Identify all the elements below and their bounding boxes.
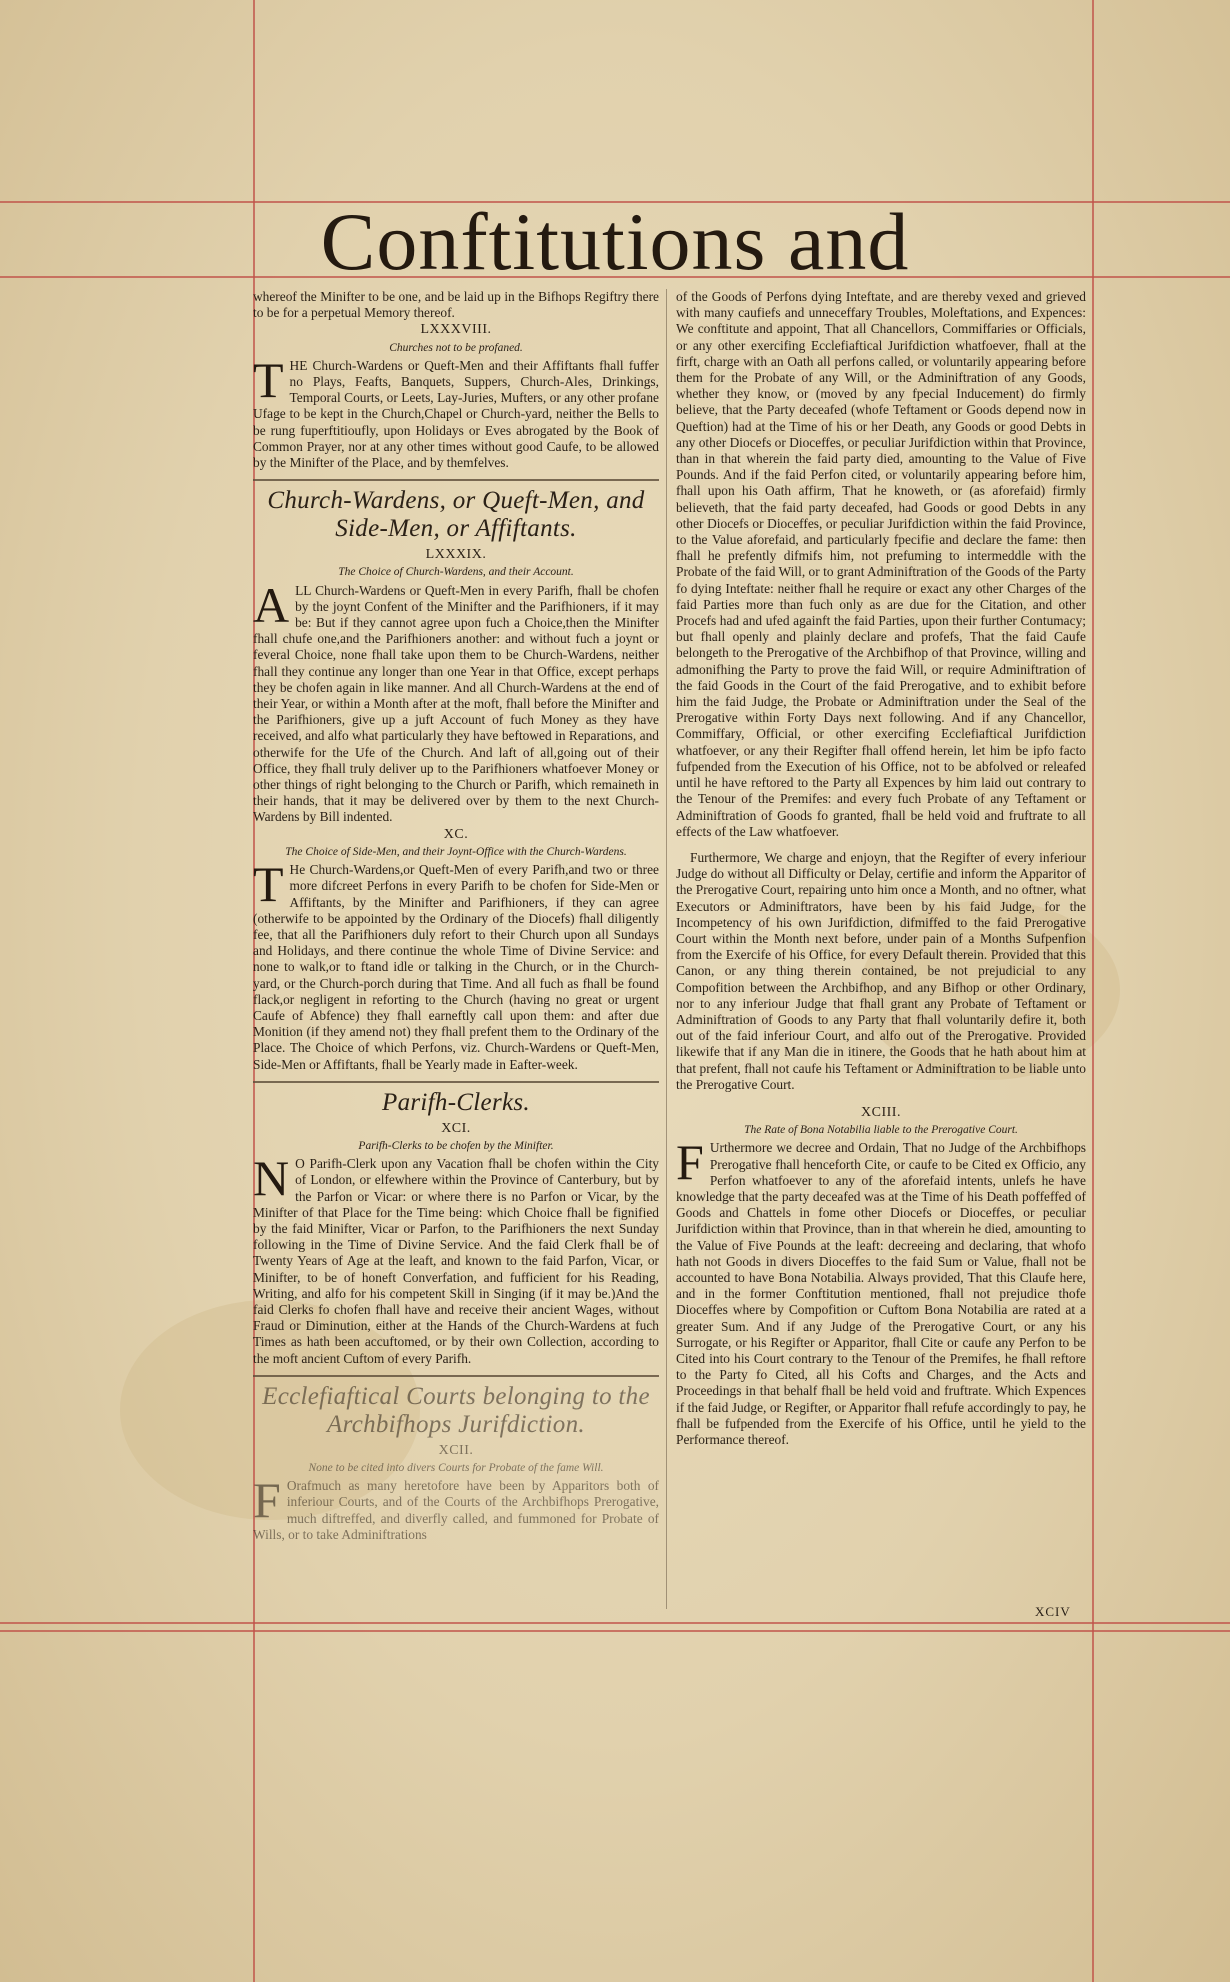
rule-bottom-2 xyxy=(0,1630,1230,1632)
canon-93-body xyxy=(676,1134,1086,1448)
canon-92-text: Orafmuch as many heretofore have been by Apparitors both of inferiour Courts, and of the Courts of the Archbifhops Prerogative, much diftreffed, and diverfly called, and fummoned for Probate of Wills, or to take Adminiftrations xyxy=(253,1478,659,1542)
canon-89-marginal: The Choice of Church-Wardens, and their Account. xyxy=(338,566,574,579)
catchword: XCIV xyxy=(1035,1604,1071,1619)
right-paragraph-1: of the Goods of Perfons dying Inteftate, and are thereby vexed and grieved with many caufiefs and unneceffary Troubles, Moleftations, and Expences: We conftitute and appoint, That all Chancellors, Commiffaries or Officials, or any other exercifing Ecclefiaftical Jurifdiction whatfoever, fhall at the firft, charge with an Oath all perfons called, or voluntarily appearing before them for the Probate of any Will, or the Adminiftration of any Goods, whether they know, or (moved by any fpecial Inducement) do firmly believe, that the Party deceafed (whofe Teftament or Goods depend now in Queftion) had at the Time of his or her Death, any Goods or good Debts in any other Diocefs or Dioceffes, or peculiar Jurifdiction within that Province, than in that wherein the faid party died, amounting to the Value of Five Pounds. And if the faid Perfon cited, or voluntarily appearing before him, fhall upon his Oath affirm, That he knoweth, or (as aforefaid) firmly believeth, that the faid party deceafed, had Goods or good Debts in any other Diocefs or Dioceffes, or peculiar Jurifdiction within the faid Province, to the Value aforefaid, and particularly fpecifie and declare the fame: then fhall he prefently difmifs him, not prefuming to intermeddle with the Probate of the faid Will, or to grant Adminiftration of the Goods of the Party fo dying Inteftate: neither fhall he require or exact any other Charges of the faid Parties more than fuch only as are due for the Citation, and other Procefs had and ufed againft the faid Parties, upon their further Contumacy; but fhall openly and plainly declare and profefs, That the faid Caufe belongeth to the Prerogative of the Archbifhop of that Province, willing and admonifhing the Party to prove the faid Will, or require Adminiftration of the faid Goods in the Court of the faid Prerogative, and to exhibit before him the faid Judge, the Probate or Adminiftration under the Seal of the Prerogative within Forty Days next following. And if any Chancellor, Commiffary, Official, or other exercifing Ecclefiaftical Jurifdiction whatfoever, or any their Regifter fhall offend herein, let him be ipfo facto fufpended from the Execution of his Office, not to be abfolved or releafed until he have reftored to the Party all Expences by him laid out contrary to the Tenour of the Premifes: and every fuch Probate of any Teftament or Adminiftration of Goods fo granted, fhall be held void and fruftrate to all effects of the Law whatfoever. xyxy=(676,289,1086,839)
canon-93-number: XCIII. xyxy=(861,1104,901,1120)
canon-88-marginal: Churches not to be profaned. xyxy=(389,341,523,354)
dropcap: N xyxy=(253,1150,290,1207)
canon-89-text: LL Church-Wardens or Queft-Men in every Parifh, fhall be chofen by the joynt Confent of the Minifter and the Parifhioners, if it may be: But if they cannot agree upon fuch a Choice,then the Minifter fhall chufe one,and the Parifhioners another: and without fuch a joynt or feveral Choice, none fhall take upon them to be Church-Wardens, neither fhall they continue any longer than one Year in that Office, except perhaps they be chofen again in like manner. And all Church-Wardens at the end of their Year, or within a Month after at the moft, fhall before the Minifter and the Parifhioners, give up a juft Account of fuch Money as they have received, and alfo what particularly they have beftowed in Reparations, and otherwife for the Ufe of the Church. And laft of all,going out of their Office, they fhall truly deliver up to the Parifhioners whatfoever Money or other things of right belonging to the Church or Parifh, which remaineth in their hands, that it may be delivered over by them to the next Church-Wardens by Bill indented. xyxy=(253,582,659,825)
canon-93-text: Urthermore we decree and Ordain, That no Judge of the Archbifhops Prerogative fhall henceforth Cite, or caufe to be Cited ex Officio, any Perfon whatfoever to any of the aforefaid intents, unlefs he have knowledge that the party deceafed was at the Time of his Death poffeffed of Goods and Chattels in fome other Diocefs or Dioceffes, or peculiar Jurifdiction within that Province, than in that wherein he died, amounting to the Value of Five Pounds at the leaft: decreeing and declaring, that whofo hath not Goods in divers Dioceffes to the faid Sum or Value, fhall not be accounted to have Bona Notabilia. Always provided, That this Claufe here, and in the former Conftitution mentioned, fhall not prejudice thofe Dioceffes where by Compofition or Cuftom Bona Notabilia are rated at a greater Sum. And if any Judge of the Prerogative Court, or any his Surrogate, or his Regifter or Apparitor, fhall Cite or caufe any Perfon to be Cited into his Court contrary to the Tenour of the Premifes, he fhall reftore to the Party fo Cited, all his Cofts and Charges, and the Acts and Proceedings in that behalf fhall be held void and fruftrate. Which Expences if the faid Judge, or Regifter, or Apparitor fhall refufe accordingly to pay, he fhall be fufpended from the Exercife of his Office, until he yield to the Performance thereof. xyxy=(676,1140,1086,1448)
canon-93-marginal: The Rate of Bona Notabilia liable to the Prerogative Court. xyxy=(744,1124,1018,1137)
canon-88-text: HE Church-Wardens or Queft-Men and their Affiftants fhall fuffer no Plays, Feafts, Banquets, Suppers, Church-Ales, Drinkings, Temporal Courts, or Leets, Lay-Juries, Mufters, or any other profane Ufage to be kept in the Church,Chapel or Church-yard, neither the Bells to be rung fuperftitioufly, upon Holidays or Eves abrogated by the Book of Common Prayer, nor at any other times without good Caufe, to be allowed by the Minifter of the Place, and by themfelves. xyxy=(253,357,659,471)
section-separator xyxy=(253,479,659,481)
canon-92-number: XCII. xyxy=(438,1442,474,1458)
right-column xyxy=(676,289,1086,1609)
rule-right xyxy=(1092,0,1094,1982)
dropcap: A xyxy=(253,576,290,633)
canon-88-body xyxy=(253,351,659,471)
canon-89-body xyxy=(253,576,659,826)
heading-ecclesiastical-courts: Ecclefiaftical Courts belonging to the Archbifhops Jurifdiction. xyxy=(262,1382,650,1438)
dropcap: T xyxy=(253,856,284,913)
dropcap: T xyxy=(253,351,284,408)
canon-91-number: XCI. xyxy=(441,1120,471,1136)
faded-section xyxy=(253,1383,659,1543)
canon-91-marginal: Parifh-Clerks to be chofen by the Minifter. xyxy=(358,1139,554,1152)
canon-89-number: LXXXIX. xyxy=(425,547,487,563)
section-separator xyxy=(253,1375,659,1377)
canon-92-body xyxy=(253,1472,659,1543)
dropcap: F xyxy=(676,1134,704,1191)
canon-91-text: O Parifh-Clerk upon any Vacation fhall be chofen within the City of London, or elfewhere within the Province of Canterbury, but by the Parfon or Vicar: or where there is no Parfon or Vicar, by the Minifter of that Place for the Time being: which Choice fhall be fignified by the faid Minifter, Vicar or Parfon, to the Parifhioners the next Sunday following in the Time of Divine Service. And the faid Clerk fhall be of Twenty Years of Age at the leaft, and known to the faid Parfon, Vicar, or Minifter, to be of honeft Converfation, and fufficient for his Reading, Writing, and alfo for his competent Skill in Singing (if it may be.)And the faid Clerks fo chofen fhall have and receive their ancient Wages, without Fraud or Diminution, either at the Hands of the Church-Wardens at fuch Times as hath been accuftomed, or by their own Collection, according to the moft ancient Cuftom of every Parifh. xyxy=(253,1156,659,1366)
column-divider xyxy=(666,289,667,1609)
section-separator xyxy=(253,1081,659,1083)
page-title: Conftitutions and xyxy=(320,196,910,287)
canon-90-body xyxy=(253,856,659,1073)
heading-parish-clerks: Parifh-Clerks. xyxy=(382,1088,530,1116)
canon-90-text: He Church-Wardens,or Queft-Men of every Parifh,and two or three more difcreet Perfons in every Parifh to be chofen for Side-Men or Affiftants, by the Minifter and Parifhioners, if they can agree (otherwife to be appointed by the Ordinary of the Diocefs) fhall diligently fee, that all the Parifhioners duly refort to their Church upon all Sundays and Holidays, and there continue the whole Time of Divine Service: and none to walk,or to ftand idle or talking in the Church, or in the Church-yard, or the Church-porch during that Time. And all fuch as fhall be found flack,or negligent in reforting to the Church (having no great or urgent Caufe of Abfence) they fhall earneftly call upon them: and after due Monition (if they amend not) they fhall prefent them to the Ordinary of the Place. The Choice of which Perfons, viz. Church-Wardens or Queft-Men, Side-Men or Affiftants, fhall be Yearly made in Eafter-week. xyxy=(253,862,659,1072)
right-paragraph-2: Furthermore, We charge and enjoyn, that the Regifter of every inferiour Judge do without all Difficulty or Delay, certifie and inform the Apparitor of the Prerogative Court, repairing unto him once a Month, and no oftner, what Executors or Adminiftrators, have been by his faid Judge, for the Incompetency of his own Jurifdiction, difmiffed to the faid Prerogative Court within the Month next before, under pain of a Months Sufpenfion from the Exercife of his Office, for every Default therein. Provided that this Canon, or any thing therein contained, be not prejudicial to any Compofition between the Archbifhop, and any Bifhop or other Ordinary, nor to any inferiour Judge that fhall grant any Probate of Teftament or Adminiftration of Goods to any Party that fhall voluntarily defire it, both out of the faid inferiour Court, and alfo out of the Prerogative. Provided likewife that if any Man die in itinere, the Goods that he hath about him at that prefent, fhall not caufe his Teftament or Adminiftration to be liable unto the Prerogative Court. xyxy=(676,849,1086,1092)
canon-91-body xyxy=(253,1150,659,1367)
dropcap: F xyxy=(253,1472,281,1529)
heading-church-wardens: Church-Wardens, or Queft-Men, and Side-Men, or Affiftants. xyxy=(267,487,645,543)
canon-92-marginal: None to be cited into divers Courts for Probate of the fame Will. xyxy=(308,1461,604,1474)
intro-text: whereof the Minifter to be one, and be laid up in the Bifhops Regiftry there to be for a perpetual Memory thereof. xyxy=(253,289,659,321)
rule-bottom-1 xyxy=(0,1622,1230,1624)
canon-90-marginal: The Choice of Side-Men, and their Joynt-Office with the Church-Wardens. xyxy=(285,845,627,858)
left-column xyxy=(253,289,659,1601)
canon-90-number: XC. xyxy=(443,826,469,842)
canon-88-number: LXXXVIII. xyxy=(420,322,492,338)
